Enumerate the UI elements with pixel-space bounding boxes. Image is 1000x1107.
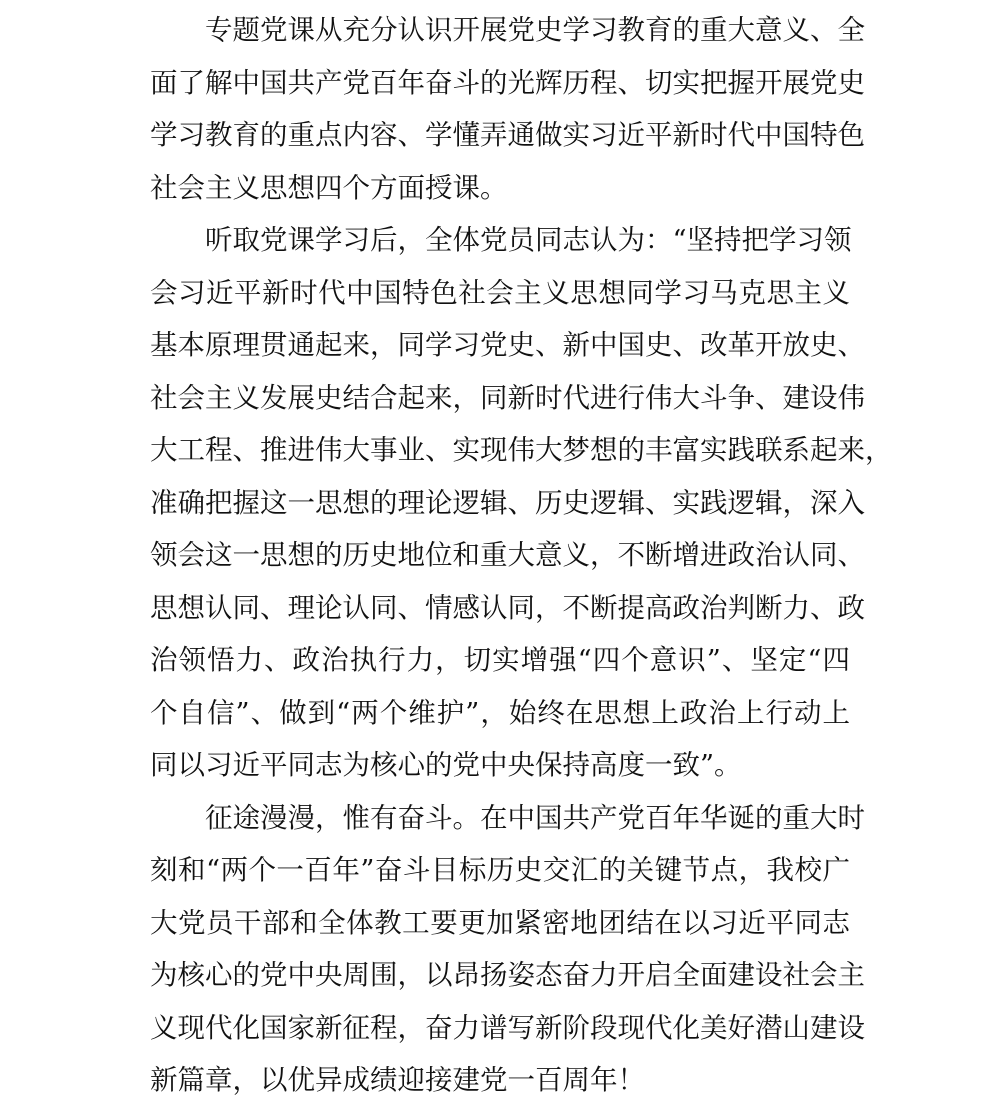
text-line: 社会主义思想四个方面授课。	[150, 171, 508, 204]
text-line: 个自信”、做到“两个维护”，始终在思想上政治上行动上	[150, 696, 850, 729]
text-line: 听取党课学习后，全体党员同志认为：“坚持把学习领	[205, 224, 852, 256]
text-line: 同以习近平同志为核心的党中央保持高度一致”。	[150, 749, 742, 781]
text-line: 刻和“两个一百年”奋斗目标历史交汇的关键节点，我校广	[150, 854, 850, 886]
paragraph-closing	[150, 792, 865, 1107]
text-line: 征途漫漫，惟有奋斗。在中国共产党百年华诞的重大时	[205, 801, 865, 834]
text-line: 领会这一思想的历史地位和重大意义，不断增进政治认同、	[150, 539, 865, 571]
text-line: 义现代化国家新征程，奋力谱写新阶段现代化美好潜山建设	[150, 1011, 865, 1044]
text-line: 大工程、推进伟大事业、实现伟大梦想的丰富实践联系起来，	[150, 434, 893, 466]
paragraph-lecture-topics	[150, 4, 865, 214]
text-line: 面了解中国共产党百年奋斗的光辉历程、切实把握开展党史	[150, 66, 865, 99]
text-line: 为核心的党中央周围，以昂扬姿态奋力开启全面建设社会主	[150, 959, 865, 991]
text-line: 社会主义发展史结合起来，同新时代进行伟大斗争、建设伟	[150, 381, 865, 414]
text-line: 治领悟力、政治执行力，切实增强“四个意识”、坚定“四	[150, 644, 850, 676]
paragraph-member-views	[150, 214, 893, 792]
text-line: 思想认同、理论认同、情感认同，不断提高政治判断力、政	[150, 591, 865, 624]
text-line: 会习近平新时代中国特色社会主义思想同学习马克思主义	[150, 276, 850, 309]
text-line: 准确把握这一思想的理论逻辑、历史逻辑、实践逻辑，深入	[150, 486, 865, 519]
document-page	[150, 0, 893, 1096]
text-line: 新篇章，以优异成绩迎接建党一百周年！	[150, 1064, 645, 1096]
text-line: 学习教育的重点内容、学懂弄通做实习近平新时代中国特色	[150, 119, 865, 151]
text-line: 专题党课从充分认识开展党史学习教育的重大意义、全	[205, 14, 865, 46]
text-line: 基本原理贯通起来，同学习党史、新中国史、改革开放史、	[150, 329, 865, 361]
text-line: 大党员干部和全体教工要更加紧密地团结在以习近平同志	[150, 906, 850, 939]
